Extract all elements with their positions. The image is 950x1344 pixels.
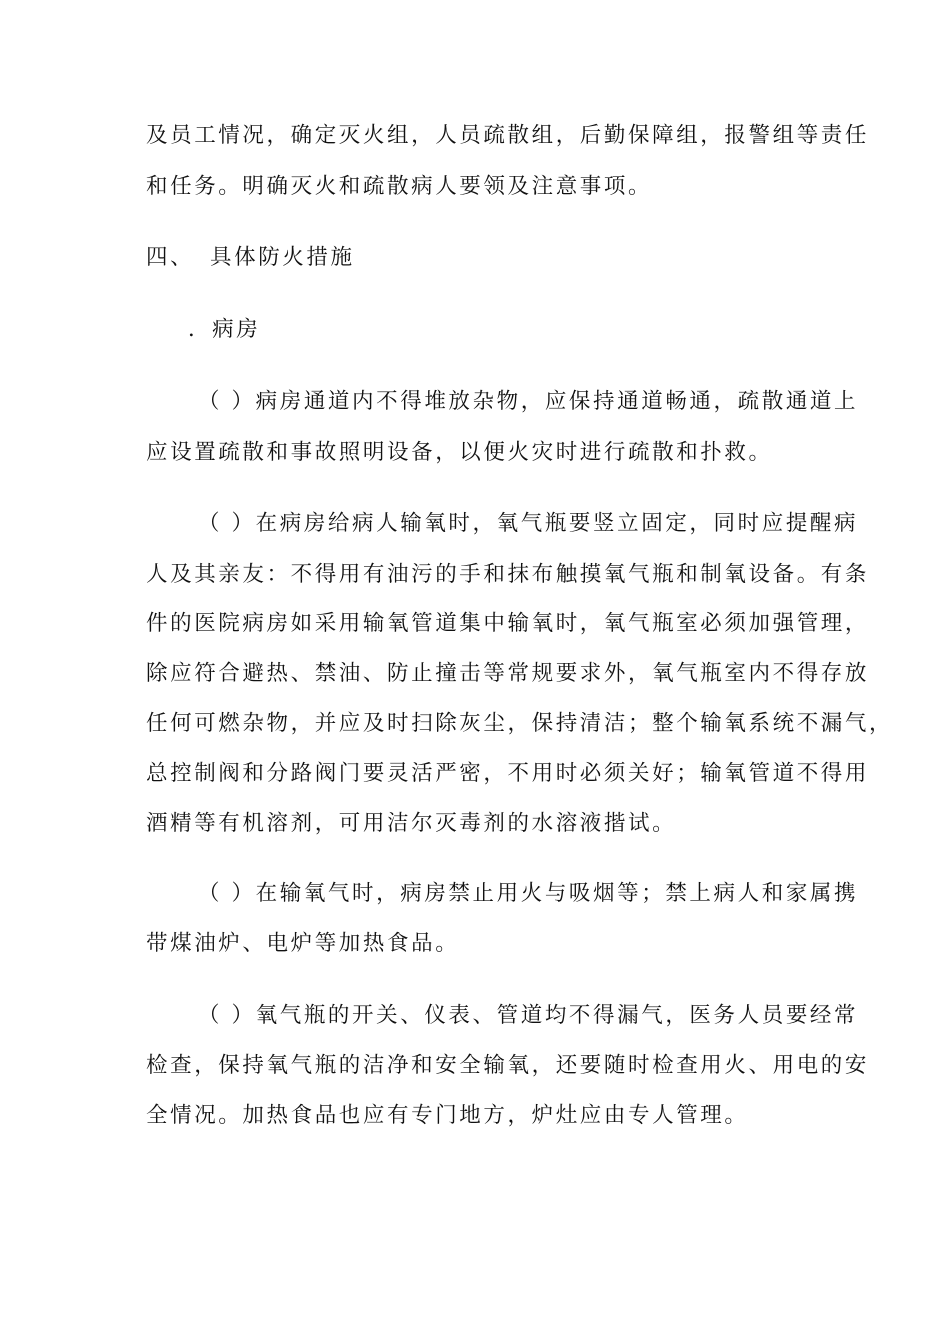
- item-2-line-3: 件的医院病房如采用输氧管道集中输氧时，氧气瓶室必须加强管理，: [146, 611, 870, 636]
- item-2-line-2: 人及其亲友：不得用有油污的手和抹布触摸氧气瓶和制氧设备。有条: [146, 562, 870, 587]
- item-4-line-1: （ ）氧气瓶的开关、仪表、管道均不得漏气，医务人员要经常: [198, 1003, 859, 1028]
- item-2-line-7: 酒精等有机溶剂，可用洁尔灭毒剂的水溶液揩试。: [146, 811, 677, 836]
- item-3-line-1: （ ）在输氧气时，病房禁止用火与吸烟等；禁上病人和家属携: [198, 881, 859, 906]
- item-2-line-1: （ ）在病房给病人输氧时，氧气瓶要竖立固定，同时应提醒病: [198, 511, 859, 536]
- item-2-line-4: 除应符合避热、禁油、防止撞击等常规要求外，氧气瓶室内不得存放: [146, 661, 870, 686]
- subsection-title: ．病房: [188, 317, 261, 342]
- intro-line-2: 和任务。明确灭火和疏散病人要领及注意事项。: [146, 174, 653, 199]
- item-2-line-5: 任何可燃杂物，并应及时扫除灰尘，保持清洁；整个输氧系统不漏气，: [146, 711, 894, 736]
- section-title: 具体防火措施: [210, 245, 355, 270]
- item-1-line-2: 应设置疏散和事故照明设备，以便火灾时进行疏散和扑救。: [146, 440, 773, 465]
- intro-line-1: 及员工情况，确定灭火组，人员疏散组，后勤保障组，报警组等责任: [146, 123, 870, 148]
- item-4-line-3: 全情况。加热食品也应有专门地方，炉灶应由专人管理。: [146, 1103, 749, 1128]
- item-2-line-6: 总控制阀和分路阀门要灵活严密，不用时必须关好；输氧管道不得用: [146, 761, 870, 786]
- item-4-line-2: 检查，保持氧气瓶的洁净和安全输氧，还要随时检查用火、用电的安: [146, 1053, 870, 1078]
- section-number: 四、: [146, 245, 195, 270]
- section-heading: [146, 243, 355, 273]
- item-1-line-1: （ ）病房通道内不得堆放杂物，应保持通道畅通，疏散通道上: [198, 389, 859, 414]
- item-3-line-2: 带煤油炉、电炉等加热食品。: [146, 931, 460, 956]
